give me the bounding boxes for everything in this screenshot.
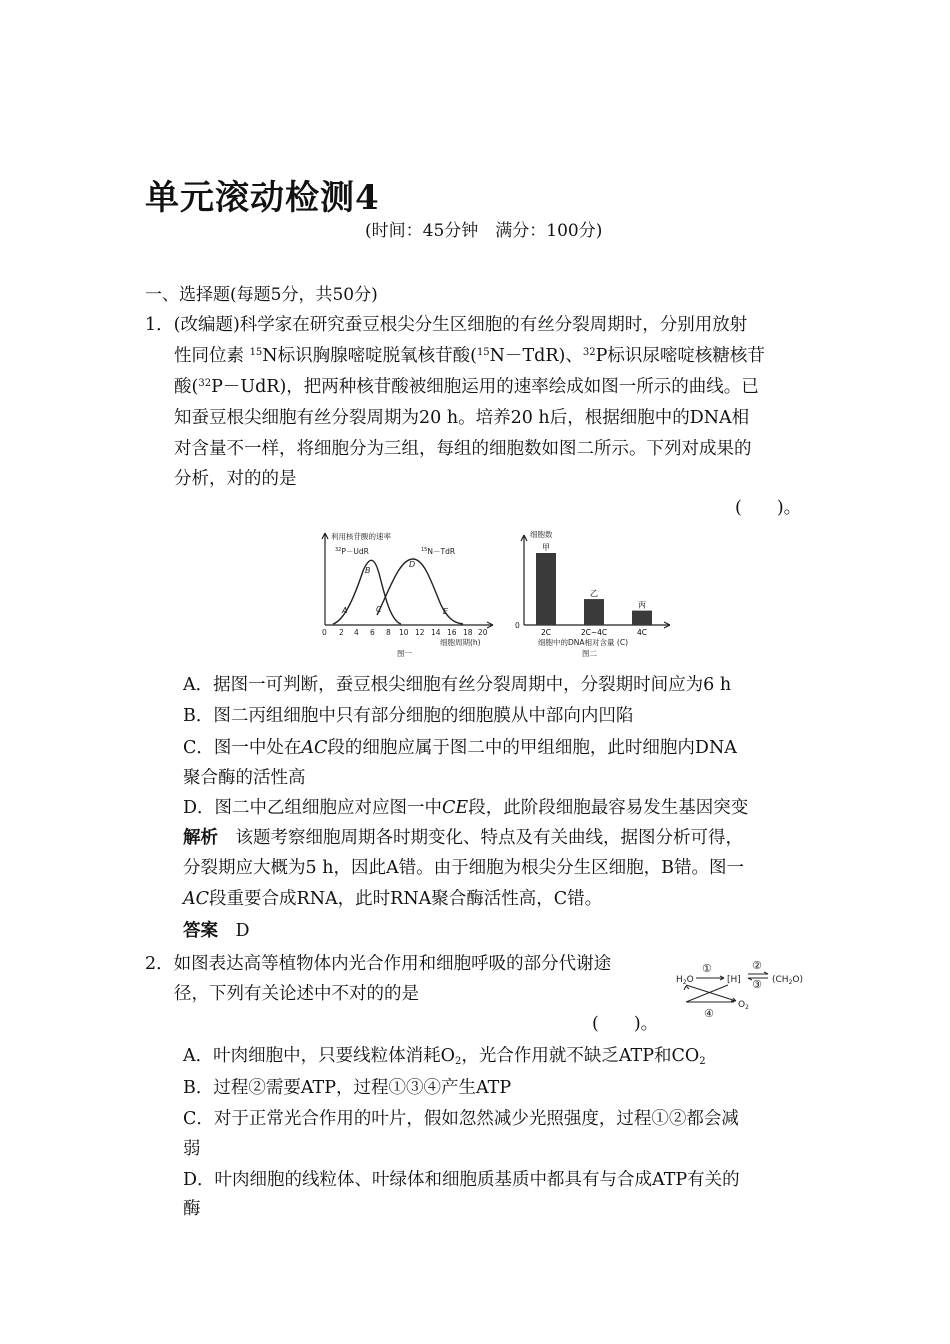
step-3: ③	[752, 978, 762, 991]
q1-line-5: 对含量不一样，将细胞分为三组，每组的细胞数如图二所示。下列对成果的	[174, 439, 752, 459]
bar-category-2: 4C	[636, 628, 648, 637]
svg-text:18: 18	[463, 628, 473, 637]
y-zero: 0	[515, 621, 520, 630]
q1-option-b: B．图二丙组细胞中只有部分细胞的细胞膜从中部向内凹陷	[183, 706, 634, 726]
svg-text:12: 12	[415, 628, 425, 637]
bar-label-1: 乙	[590, 589, 598, 599]
svg-text:14: 14	[431, 628, 441, 637]
svg-text:8: 8	[386, 628, 391, 637]
h-label: [H]	[727, 975, 741, 985]
q2-option-b: B．过程②需要ATP，过程①③④产生ATP	[183, 1078, 512, 1098]
q2-option-c: C．对于正常光合作用的叶片，假如忽然减少光照强度，过程①②都会减	[183, 1109, 739, 1129]
q1-line-3: 酸($^{32}$P－UdR)，把两种核苷酸被细胞运用的速率绘成如图一所示的曲线。已	[174, 377, 759, 397]
series-32p: $^{32}$P－UdR	[335, 547, 369, 556]
svg-text:20: 20	[478, 628, 488, 637]
svg-text:B: B	[365, 566, 371, 575]
q2-option-a: A．叶肉细胞中，只要线粒体消耗$O_2$，光合作用就不缺乏ATP和$CO_2$	[183, 1046, 706, 1067]
q1-option-a: A．据图一可判断，蚕豆根尖细胞有丝分裂周期中，分裂期时间应为6 h	[183, 675, 732, 695]
o2-label: $O_2$	[738, 1000, 749, 1011]
section-heading: 一、选择题(每题5分，共50分)	[145, 285, 378, 305]
q1-line-2: 性同位素 $^{15}$N标识胸腺嘧啶脱氧核苷酸($^{15}$N－TdR)、$^{32}$P标识尿嘧啶核糖核苷	[174, 346, 765, 366]
svg-text:E: E	[443, 607, 449, 616]
q2-option-d: D．叶肉细胞的线粒体、叶绿体和细胞质基质中都具有与合成ATP有关的	[183, 1170, 740, 1190]
answer-blank: ( )。	[735, 498, 802, 518]
svg-text:0: 0	[322, 628, 327, 637]
figure-1-caption: 图一	[397, 649, 412, 658]
svg-text:2: 2	[339, 628, 344, 637]
exam-info: (时间：45分钟 满分：100分)	[365, 221, 603, 241]
bar-0	[536, 553, 556, 625]
series-15n: $^{15}$N－TdR	[421, 547, 456, 556]
q2-option-c-cont: 弱	[183, 1139, 201, 1159]
x-axis-label: 细胞中的DNA相对含量 (C)	[538, 638, 628, 647]
svg-text:10: 10	[399, 628, 409, 637]
step-4: ④	[704, 1007, 714, 1020]
answer-blank-2: ( )。	[592, 1014, 659, 1034]
bar-category-0: 2C	[540, 628, 552, 637]
bar-1	[584, 599, 604, 625]
svg-text:16: 16	[447, 628, 457, 637]
bar-group	[536, 543, 652, 637]
svg-text:A: A	[342, 606, 348, 615]
q1-explanation-1: 解析 该题考察细胞周期各时期变化、特点及有关曲线，据图分析可得，	[183, 828, 743, 848]
y-axis-label: 细胞数	[530, 530, 553, 539]
q1-explanation-3: AC段重要合成RNA，此时RNA聚合酶活性高，C错。	[183, 889, 603, 909]
figure-1-chart	[315, 525, 505, 660]
q2-line-1: 2．如图表达高等植物体内光合作用和细胞呼吸的部分代谢途	[145, 954, 612, 974]
ch2o-label: $(CH_2O)$	[772, 975, 804, 986]
q1-answer: 答案 D	[183, 921, 250, 941]
bar-label-2: 丙	[638, 600, 646, 610]
q1-option-d: D．图二中乙组细胞应对应图一中CE段，此阶段细胞最容易发生基因突变	[183, 798, 749, 818]
y-axis-label: 利用核苷酸的速率	[331, 532, 391, 541]
bar-label-0: 甲	[542, 543, 550, 552]
page-title: 单元滚动检测4	[145, 178, 380, 218]
q1-explanation-2: 分裂期应大概为5 h，因此A错。由于细胞为根尖分生区细胞，B错。图一	[183, 858, 744, 878]
svg-text:6: 6	[370, 628, 375, 637]
x-axis-ticks	[322, 628, 488, 637]
step-1: ①	[702, 962, 712, 975]
bar-category-1: 2C~4C	[580, 628, 608, 637]
svg-text:D: D	[409, 560, 416, 569]
q1-option-c-cont: 聚合酶的活性高	[183, 768, 306, 788]
metabolism-diagram	[672, 955, 817, 1020]
h2o-label: $H_2O$	[676, 975, 694, 986]
x-axis-label: 细胞周期(h)	[440, 638, 481, 647]
svg-text:4: 4	[354, 628, 359, 637]
q1-line-1: 1．(改编题)科学家在研究蚕豆根尖分生区细胞的有丝分裂周期时，分别用放射	[145, 315, 748, 335]
figure-2-chart	[510, 525, 680, 660]
figure-2-caption: 图二	[582, 649, 597, 658]
bar-2	[632, 611, 652, 625]
svg-text:C: C	[376, 605, 382, 614]
q1-line-6: 分析，对的的是	[174, 469, 297, 489]
q2-option-d-cont: 酶	[183, 1199, 201, 1219]
q1-line-4: 知蚕豆根尖细胞有丝分裂周期为20 h。培养20 h后，根据细胞中的DNA相	[174, 408, 750, 428]
step-2: ②	[752, 959, 762, 972]
q1-option-c: C．图一中处在AC段的细胞应属于图二中的甲组细胞，此时细胞内DNA	[183, 738, 737, 758]
q2-line-2: 径，下列有关论述中不对的的是	[174, 984, 419, 1004]
